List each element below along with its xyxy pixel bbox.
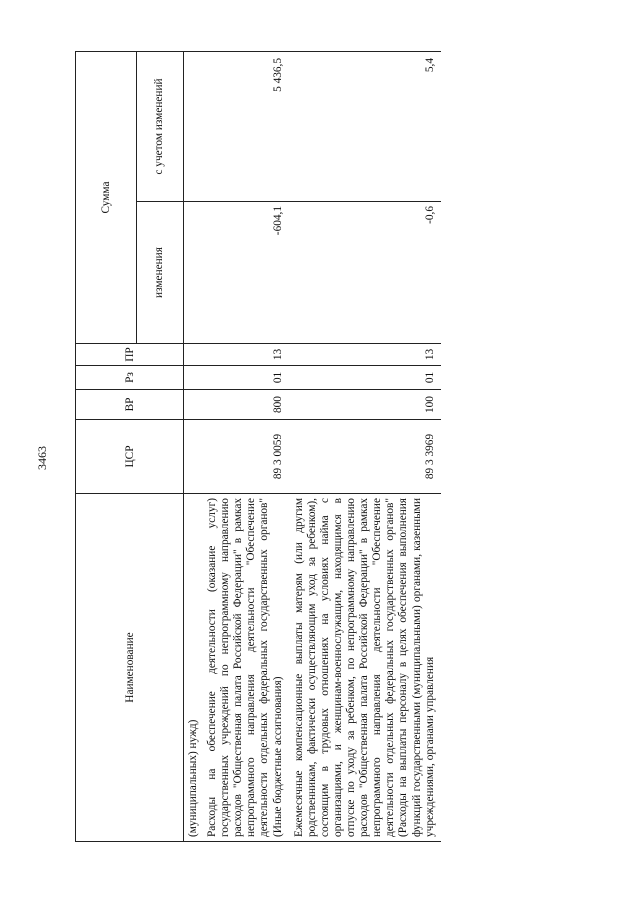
table-row [184,52,203,842]
header-vr: ВР [76,390,184,420]
row-total [184,52,203,202]
table-row [202,52,289,842]
header-changes: изменения [137,202,184,344]
row-changes: -604,1 [202,202,289,344]
table-header [76,52,184,842]
row-csr: 89 3 0059 [202,420,289,494]
row-pr: 13 [289,344,441,366]
row-rz: 01 [289,366,441,390]
row-name: (муниципальных) нужд) [184,494,203,842]
row-rz: 01 [202,366,289,390]
row-vr: 800 [202,390,289,420]
row-changes: -0,6 [289,202,441,344]
header-name: Наименование [76,494,184,842]
page-number: 3463 [35,446,49,470]
row-name: Ежемесячные компенсационные выплаты матерям (или другим родственникам, фактически осуществляющим уход за ребенком), состоящим в трудовых отношениях на условиях найма с организациями, и женщинам-военнослужащим, находящимся в отпуске по уходу за ребенком, по непрограммному направлению расходов "Общественная палата Российской Федерации" в рамках непрограммного направления деятельности "Обеспечение деятельности отдельных федеральных государственных органов" (Расходы на выплаты персоналу в целях обеспечения выполнения функций государственными (муниципальными) органами, казенными учреждениями, органами управления [289,494,441,842]
row-changes [184,202,203,344]
header-csr: ЦСР [76,420,184,494]
row-vr: 100 [289,390,441,420]
row-total: 5,4 [289,52,441,202]
row-vr [184,390,203,420]
row-csr: 89 3 3969 [289,420,441,494]
row-csr [184,420,203,494]
header-rz: Рз [76,366,184,390]
table-row [289,52,441,842]
row-name: Расходы на обеспечение деятельности (оказание услуг) государственных учреждений по непрограммному направлению расходов "Общественная палата Российской Федерации" в рамках непрограммного направления деятельности "Обеспечение деятельности отдельных федеральных государственных органов" (Иные бюджетные ассигнования) [202,494,289,842]
row-total: 5 436,5 [202,52,289,202]
header-sum: Сумма [76,52,137,344]
row-pr: 13 [202,344,289,366]
row-rz [184,366,203,390]
row-pr [184,344,203,366]
budget-table [75,51,441,842]
header-with-changes: с учетом изменений [137,52,184,202]
header-pr: ПР [76,344,184,366]
rotated-page-content [75,52,575,842]
